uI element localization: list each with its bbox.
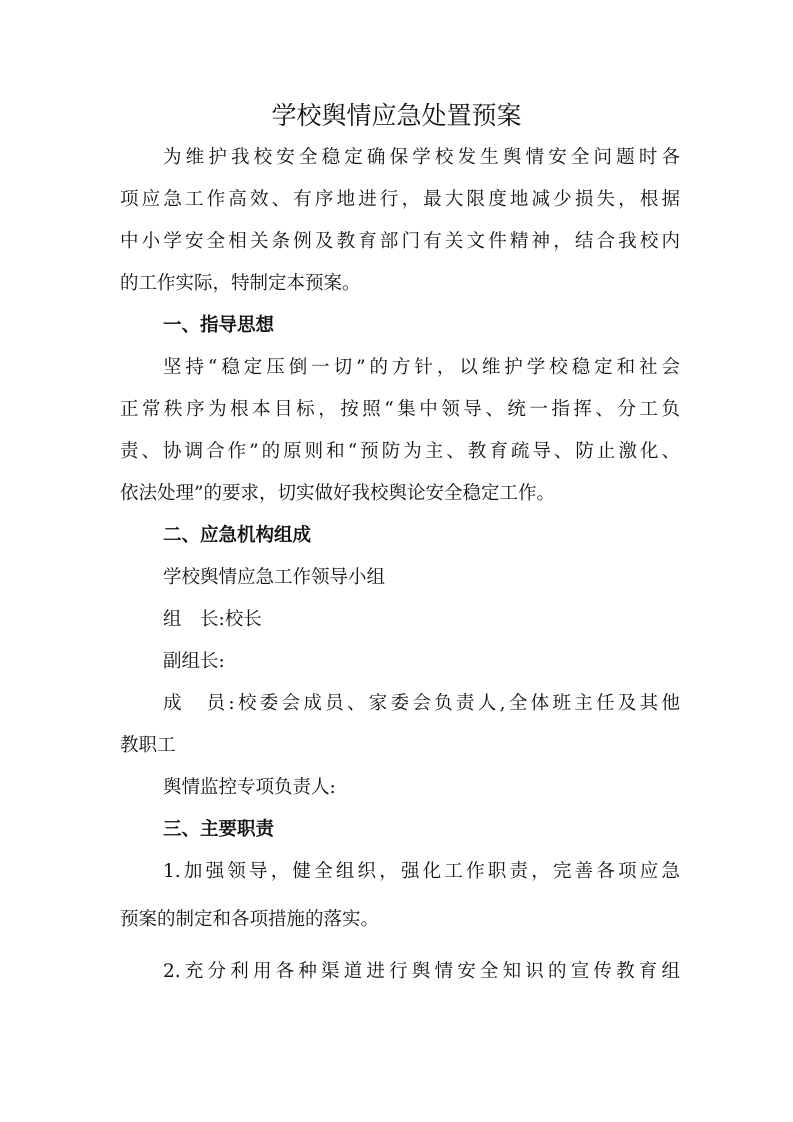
section3-heading: 三、主要职责 [163,819,275,840]
section3-item1-line-2: 预案的制定和各项措施的落实。 [120,909,380,930]
section1-line-1: 坚持“稳定压倒一切”的方针，以维护学校稳定和社会 [163,357,680,378]
section1-line-2: 正常秩序为根本目标，按照“集中领导、统一指挥、分工负 [120,399,680,420]
section3-item2-line-1: 2.充分利用各种渠道进行舆情安全知识的宣传教育组 [163,961,680,982]
intro-line-1: 为维护我校安全稳定确保学校发生舆情安全问题时各 [163,147,680,168]
section2-deputy: 副组长: [163,651,225,672]
section1-line-3: 责、协调合作”的原则和“预防为主、教育疏导、防止激化、 [120,441,680,462]
intro-line-4: 的工作实际，特制定本预案。 [120,273,361,294]
section1-heading: 一、指导思想 [163,315,275,336]
section3-item1-line-1: 1.加强领导，健全组织，强化工作职责，完善各项应急 [163,861,680,882]
section2-members-line-2: 教职工 [120,735,176,756]
intro-line-3: 中小学安全相关条例及教育部门有关文件精神，结合我校内 [120,231,680,252]
section2-monitor: 舆情监控专项负责人: [163,777,336,798]
intro-line-2: 项应急工作高效、有序地进行，最大限度地减少损失，根据 [120,189,680,210]
document-title: 学校舆情应急处置预案 [271,101,522,130]
section2-group-name: 学校舆情应急工作领导小组 [163,567,386,588]
section2-heading: 二、应急机构组成 [163,525,312,546]
section2-members-line-1: 成 员:校委会成员、家委会负责人,全体班主任及其他 [163,693,680,714]
section2-leader: 组 长:校长 [163,609,262,630]
section1-line-4: 依法处理”的要求，切实做好我校舆论安全稳定工作。 [120,483,555,504]
